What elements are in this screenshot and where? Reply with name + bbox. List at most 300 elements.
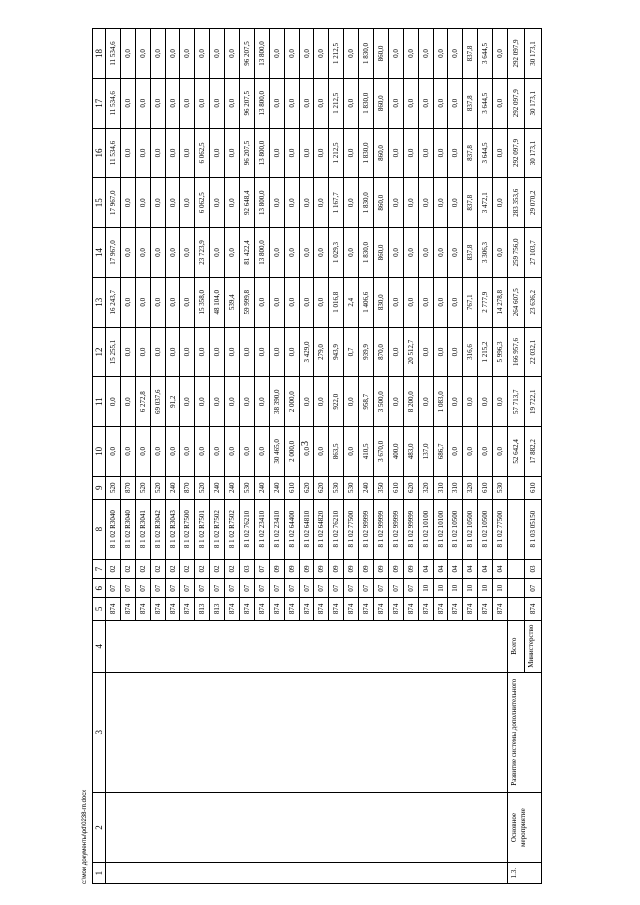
table-cell: 17 882,2 <box>524 427 541 477</box>
table-cell: 0,0 <box>388 178 403 228</box>
table-cell: 0,0 <box>388 277 403 327</box>
table-cell: 0,0 <box>225 29 240 79</box>
table-cell: 0,0 <box>418 29 433 79</box>
table-cell: 0,0 <box>120 178 135 228</box>
table-cell: 07 <box>403 579 418 598</box>
table-cell: 0,0 <box>314 277 329 327</box>
table-cell: 0,0 <box>269 277 284 327</box>
table-cell: 3 644,5 <box>478 29 493 79</box>
table-cell: 0,0 <box>403 78 418 128</box>
table-cell: 166 957,6 <box>508 327 525 377</box>
column-number: 13 <box>93 277 106 327</box>
table-cell: 0,0 <box>418 228 433 278</box>
table-cell: 837,8 <box>463 78 478 128</box>
table-cell: 0,0 <box>225 128 240 178</box>
table-cell: 0,0 <box>314 228 329 278</box>
blank-cell <box>106 620 508 672</box>
table-cell: 09 <box>403 559 418 579</box>
table-cell: 0,0 <box>225 178 240 228</box>
table-cell: 04 <box>433 559 448 579</box>
table-cell: 520 <box>106 476 121 499</box>
table-cell: 874 <box>359 598 374 621</box>
table-cell: 0,0 <box>314 128 329 178</box>
table-cell: 02 <box>165 559 180 579</box>
table-cell: 0,0 <box>180 29 195 79</box>
table-cell: 0,0 <box>240 427 255 477</box>
column-number: 18 <box>93 29 106 79</box>
table-cell: 09 <box>284 559 299 579</box>
table-cell: 07 <box>388 579 403 598</box>
table-cell: 0,0 <box>493 78 508 128</box>
table-cell: 03 <box>524 559 541 579</box>
table-cell: 07 <box>359 579 374 598</box>
table-cell: 30 173,1 <box>524 78 541 128</box>
table-row <box>106 29 121 884</box>
table-cell: 240 <box>269 476 284 499</box>
table-cell: 0,0 <box>448 228 463 278</box>
table-cell: 0,0 <box>165 277 180 327</box>
table-cell: 09 <box>329 559 344 579</box>
table-cell: 0,0 <box>269 228 284 278</box>
table-cell: 0,0 <box>225 78 240 128</box>
table-cell: 17 967,0 <box>106 228 121 278</box>
table-cell: 8 200,0 <box>403 377 418 427</box>
table-cell: 07 <box>524 579 541 598</box>
table-cell: 10 <box>433 579 448 598</box>
table-cell: 400,0 <box>388 427 403 477</box>
table-cell: 3 644,5 <box>478 78 493 128</box>
table-cell: 07 <box>344 579 359 598</box>
table-cell: 6 062,5 <box>195 128 210 178</box>
table-cell: 0,0 <box>180 277 195 327</box>
table-cell: 30 173,1 <box>524 128 541 178</box>
column-number: 14 <box>93 228 106 278</box>
table-cell: 0,0 <box>418 178 433 228</box>
table-cell: 830,0 <box>374 277 389 327</box>
table-cell: 0,0 <box>314 377 329 427</box>
table-cell: 870 <box>180 476 195 499</box>
table-cell: 874 <box>388 598 403 621</box>
table-cell: 0,0 <box>388 327 403 377</box>
table-cell: 874 <box>269 598 284 621</box>
table-cell: 1 830,0 <box>359 228 374 278</box>
table-cell: 3 472,1 <box>478 178 493 228</box>
table-cell: 15 255,1 <box>106 327 121 377</box>
table-cell: 874 <box>120 598 135 621</box>
table-cell: 0,0 <box>106 377 121 427</box>
table-cell: 0,0 <box>225 377 240 427</box>
table-cell: 0,0 <box>165 178 180 228</box>
table-cell: 2 777,9 <box>478 277 493 327</box>
table-cell: 0,0 <box>448 178 463 228</box>
table-cell: 0,0 <box>299 128 314 178</box>
table-cell: 874 <box>448 598 463 621</box>
table-cell: 5 996,3 <box>493 327 508 377</box>
table-cell: 0,0 <box>299 29 314 79</box>
table-cell: 0,0 <box>418 277 433 327</box>
table-cell: 837,8 <box>463 29 478 79</box>
blank-cell <box>106 672 508 792</box>
table-cell: 0,0 <box>299 178 314 228</box>
table-cell: 410,5 <box>359 427 374 477</box>
total-label: Всего <box>508 620 525 672</box>
table-cell: 10 <box>493 579 508 598</box>
table-cell: 0,0 <box>493 128 508 178</box>
table-cell: 52 642,4 <box>508 427 525 477</box>
table-cell: 8 1 02 64820 <box>314 499 329 559</box>
column-number: 15 <box>93 178 106 228</box>
table-cell: 0,0 <box>433 277 448 327</box>
table-cell: 07 <box>106 579 121 598</box>
table-cell: 0,0 <box>254 377 269 427</box>
table-cell: 07 <box>195 579 210 598</box>
table-cell: 1 215,2 <box>478 327 493 377</box>
table-cell: 14 278,8 <box>493 277 508 327</box>
table-cell: 22 032,1 <box>524 327 541 377</box>
table-cell: 3 306,3 <box>478 228 493 278</box>
table-cell: 04 <box>448 559 463 579</box>
table-cell: 310 <box>448 476 463 499</box>
table-cell: 0,0 <box>254 427 269 477</box>
table-cell: 0,0 <box>344 29 359 79</box>
table-cell: 2 000,0 <box>284 377 299 427</box>
table-cell: 0,0 <box>165 29 180 79</box>
table-cell: 860,0 <box>374 178 389 228</box>
table-cell: 620 <box>403 476 418 499</box>
table-cell: 8 1 02 10500 <box>448 499 463 559</box>
table-cell: 0,0 <box>299 228 314 278</box>
table-cell: 0,0 <box>225 327 240 377</box>
table-cell: 07 <box>180 579 195 598</box>
table-cell: 8 1 02 R3040 <box>120 499 135 559</box>
table-cell: 11 534,6 <box>106 78 121 128</box>
section-name: Развитие системы дополнительного <box>508 672 542 792</box>
table-cell: 0,0 <box>120 277 135 327</box>
table-cell: 0,0 <box>299 427 314 477</box>
table-cell: 2,4 <box>344 277 359 327</box>
table-cell: 09 <box>344 559 359 579</box>
table-cell: 0,0 <box>165 228 180 278</box>
page-number: 3 <box>300 441 311 446</box>
table-cell: 07 <box>210 579 225 598</box>
ministry-label: Министерство <box>524 620 541 672</box>
table-cell: 02 <box>150 559 165 579</box>
table-cell: 09 <box>299 559 314 579</box>
table-cell: 07 <box>240 579 255 598</box>
table-cell: 02 <box>180 559 195 579</box>
table-cell: 610 <box>478 476 493 499</box>
table-cell: 13 800,0 <box>254 29 269 79</box>
table-cell: 874 <box>374 598 389 621</box>
table-cell: 29 070,2 <box>524 178 541 228</box>
blank-cell <box>106 792 508 862</box>
table-cell: 02 <box>120 559 135 579</box>
table-cell: 11 534,6 <box>106 29 121 79</box>
table-cell: 0,0 <box>388 78 403 128</box>
table-cell: 0,0 <box>403 29 418 79</box>
table-cell: 0,0 <box>210 128 225 178</box>
table-cell: 07 <box>165 579 180 598</box>
column-number: 5 <box>93 598 106 621</box>
table-cell: 13 800,0 <box>254 128 269 178</box>
table-cell: 860,0 <box>374 29 389 79</box>
table-cell: 943,9 <box>329 327 344 377</box>
table-cell: 0,0 <box>463 427 478 477</box>
table-cell: 8 1 02 99999 <box>388 499 403 559</box>
table-cell: 04 <box>493 559 508 579</box>
table-cell: 0,0 <box>418 128 433 178</box>
blank-cell <box>106 863 508 884</box>
table-cell: 0,0 <box>463 377 478 427</box>
table-cell: 1 830,0 <box>359 78 374 128</box>
section-number: 1.3. <box>508 863 542 884</box>
column-number-row <box>93 29 106 884</box>
table-cell: 0,0 <box>448 29 463 79</box>
table-cell: 27 103,7 <box>524 228 541 278</box>
table-cell: 0,0 <box>150 128 165 178</box>
table-cell: 0,0 <box>180 427 195 477</box>
table-cell: 09 <box>314 559 329 579</box>
table-cell: 07 <box>225 579 240 598</box>
table-cell: 07 <box>135 579 150 598</box>
table-cell: 0,0 <box>269 78 284 128</box>
table-cell: 0,0 <box>165 427 180 477</box>
table-cell: 530 <box>240 476 255 499</box>
table-cell: 8 1 02 77500 <box>344 499 359 559</box>
table-cell: 259 756,0 <box>508 228 525 278</box>
table-cell: 6 062,5 <box>195 178 210 228</box>
table-cell: 0,0 <box>284 128 299 178</box>
table-cell: 3 429,0 <box>299 327 314 377</box>
table-cell: 38 390,0 <box>269 377 284 427</box>
table-cell: 04 <box>418 559 433 579</box>
table-cell: 0,0 <box>195 327 210 377</box>
table-cell: 0,0 <box>493 377 508 427</box>
table-cell: 1 830,0 <box>359 29 374 79</box>
table-cell: 1 167,7 <box>329 178 344 228</box>
column-number: 12 <box>93 327 106 377</box>
table-cell: 0,0 <box>135 128 150 178</box>
table-cell: 0,0 <box>314 178 329 228</box>
table-cell: 0,0 <box>478 377 493 427</box>
table-cell: 0,0 <box>210 427 225 477</box>
table-cell: 0,0 <box>269 178 284 228</box>
table-cell: 1 029,3 <box>329 228 344 278</box>
table-cell: 81 422,4 <box>240 228 255 278</box>
table-cell: 0,0 <box>165 327 180 377</box>
table-cell: 0,0 <box>254 277 269 327</box>
table-cell: 686,7 <box>433 427 448 477</box>
table-cell: 530 <box>493 476 508 499</box>
table-cell: 0,0 <box>284 29 299 79</box>
table-cell: 07 <box>150 579 165 598</box>
table-cell: 02 <box>135 559 150 579</box>
table-cell: 958,7 <box>359 377 374 427</box>
table-cell: 620 <box>314 476 329 499</box>
table-cell: 92 648,4 <box>240 178 255 228</box>
table-cell: 10 <box>463 579 478 598</box>
table-cell: 0,0 <box>314 29 329 79</box>
table-cell: 0,0 <box>433 128 448 178</box>
table-cell: 0,0 <box>210 78 225 128</box>
table-cell: 0,0 <box>448 377 463 427</box>
table-cell: 0,7 <box>344 327 359 377</box>
table-cell: 16 243,7 <box>106 277 121 327</box>
table-cell: 8 1 02 23410 <box>254 499 269 559</box>
table-cell: 30 173,1 <box>524 29 541 79</box>
table-cell: 283 353,6 <box>508 178 525 228</box>
column-number: 10 <box>93 427 106 477</box>
table-cell: 0,0 <box>210 377 225 427</box>
table-cell: 0,0 <box>240 377 255 427</box>
table-cell: 13 800,0 <box>254 228 269 278</box>
table-cell: 04 <box>478 559 493 579</box>
table-cell: 0,0 <box>210 228 225 278</box>
table-cell: 837,8 <box>463 228 478 278</box>
table-cell: 240 <box>210 476 225 499</box>
table-cell: 8 1 02 R3043 <box>165 499 180 559</box>
table-cell: 0,0 <box>195 427 210 477</box>
table-cell: 0,0 <box>388 377 403 427</box>
table-cell: 1 212,5 <box>329 128 344 178</box>
column-number: 16 <box>93 128 106 178</box>
table-cell: 0,0 <box>448 78 463 128</box>
table-cell: 23 723,9 <box>195 228 210 278</box>
table-cell: 0,0 <box>135 29 150 79</box>
table-cell: 837,8 <box>463 128 478 178</box>
table-cell: 04 <box>463 559 478 579</box>
table-cell: 8 1 02 10100 <box>433 499 448 559</box>
table-cell: 09 <box>374 559 389 579</box>
table-cell: 874 <box>299 598 314 621</box>
table-cell: 0,0 <box>299 377 314 427</box>
table-cell: 0,0 <box>388 128 403 178</box>
table-cell: 8 1 02 77500 <box>493 499 508 559</box>
table-cell: 279,0 <box>314 327 329 377</box>
table-cell: 874 <box>329 598 344 621</box>
table-cell: 96 207,5 <box>240 29 255 79</box>
table-cell: 8 1 02 R3042 <box>150 499 165 559</box>
table-cell: 0,0 <box>433 228 448 278</box>
table-cell: 0,0 <box>299 78 314 128</box>
table-cell: 0,0 <box>195 377 210 427</box>
table-cell: 69 037,6 <box>150 377 165 427</box>
table-cell: 0,0 <box>284 327 299 377</box>
table-cell: 0,0 <box>225 427 240 477</box>
table-cell: 0,0 <box>284 277 299 327</box>
table-cell: 860,0 <box>374 78 389 128</box>
table-cell: 0,0 <box>225 228 240 278</box>
budget-table <box>92 28 542 884</box>
table-cell: 874 <box>240 598 255 621</box>
table-cell: 0,0 <box>448 327 463 377</box>
table-cell: 863,5 <box>329 427 344 477</box>
table-cell: 870 <box>120 476 135 499</box>
table-cell: 0,0 <box>180 78 195 128</box>
table-cell: 0,0 <box>120 377 135 427</box>
table-cell: 320 <box>463 476 478 499</box>
table-cell: 0,0 <box>403 178 418 228</box>
table-cell: 860,0 <box>374 128 389 178</box>
table-cell: 13 800,0 <box>254 178 269 228</box>
table-cell: 240 <box>165 476 180 499</box>
table-cell: 8 1 02 10500 <box>463 499 478 559</box>
table-cell: 483,0 <box>403 427 418 477</box>
table-cell: 0,0 <box>433 178 448 228</box>
table-cell: 0,0 <box>120 29 135 79</box>
table-cell: 1 083,0 <box>433 377 448 427</box>
table-cell: 0,0 <box>344 78 359 128</box>
column-number: 7 <box>93 559 106 579</box>
file-path-footer: c:\мои документы\pd\0238-гп.docx <box>82 789 88 884</box>
table-cell: 0,0 <box>403 277 418 327</box>
table-cell: 0,0 <box>493 178 508 228</box>
table-cell: 03 <box>240 559 255 579</box>
table-cell: 0,0 <box>150 277 165 327</box>
table-cell: 8 1 02 R7502 <box>225 499 240 559</box>
table-cell: 0,0 <box>150 78 165 128</box>
table-cell: 09 <box>388 559 403 579</box>
table-cell: 837,8 <box>463 178 478 228</box>
table-cell: 02 <box>210 559 225 579</box>
table-cell: 520 <box>195 476 210 499</box>
table-cell: 07 <box>269 579 284 598</box>
table-cell: 10 <box>478 579 493 598</box>
table-cell: 1 830,0 <box>359 178 374 228</box>
table-cell: 0,0 <box>344 377 359 427</box>
table-cell: 0,0 <box>418 327 433 377</box>
table-cell <box>508 476 525 499</box>
table-cell: 1 406,6 <box>359 277 374 327</box>
table-cell: 8 1 02 64400 <box>284 499 299 559</box>
table-cell: 07 <box>329 579 344 598</box>
table-cell: 0,0 <box>240 327 255 377</box>
table-cell: 8 1 02 R7502 <box>210 499 225 559</box>
table-cell: 07 <box>374 579 389 598</box>
table-cell: 0,0 <box>493 228 508 278</box>
table-cell: 8 1 02 64810 <box>299 499 314 559</box>
table-cell: 292 097,9 <box>508 128 525 178</box>
table-cell: 8 1 02 R3040 <box>106 499 121 559</box>
table-cell: 0,0 <box>433 78 448 128</box>
table-cell: 620 <box>299 476 314 499</box>
table-cell: 0,0 <box>433 327 448 377</box>
table-cell: 0,0 <box>135 228 150 278</box>
table-cell: 0,0 <box>388 29 403 79</box>
table-cell: 96 207,5 <box>240 78 255 128</box>
table-cell: 292 097,9 <box>508 78 525 128</box>
table-cell: 0,0 <box>478 427 493 477</box>
table-cell: 8 1 02 23410 <box>269 499 284 559</box>
table-cell: 874 <box>493 598 508 621</box>
table-cell: 07 <box>254 559 269 579</box>
table-cell: 10 <box>448 579 463 598</box>
table-cell: 07 <box>254 579 269 598</box>
table-cell: 874 <box>463 598 478 621</box>
table-cell: 0,0 <box>120 78 135 128</box>
table-cell: 0,0 <box>269 128 284 178</box>
table-cell: 6 272,8 <box>135 377 150 427</box>
table-cell: 0,0 <box>388 228 403 278</box>
table-cell: 0,0 <box>135 178 150 228</box>
table-cell: 0,0 <box>135 427 150 477</box>
table-cell: 530 <box>329 476 344 499</box>
table-cell: 874 <box>314 598 329 621</box>
table-cell: 0,0 <box>448 128 463 178</box>
table-cell: 813 <box>195 598 210 621</box>
table-cell: 1 212,5 <box>329 78 344 128</box>
table-cell: 59 999,8 <box>240 277 255 327</box>
